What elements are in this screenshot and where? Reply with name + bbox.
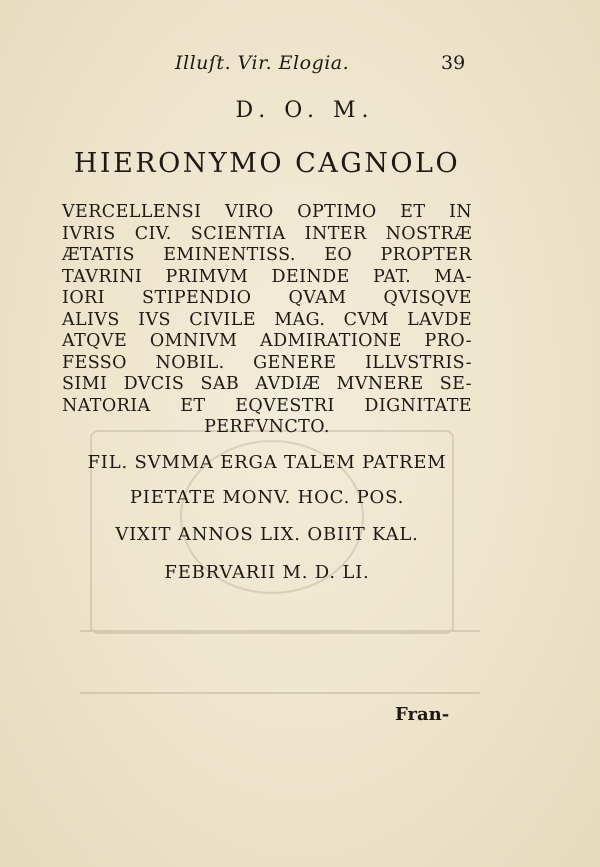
inscription-line: FESSO NOBIL. GENERE ILLVSTRIS- [62, 352, 472, 373]
show-through-caption-band [80, 630, 480, 694]
closing-line: PIETATE MONV. HOC. POS. [129, 487, 405, 508]
closing-line: FIL. SVMMA ERGA TALEM PATREM [87, 452, 447, 473]
inscription-line: PERFVNCTO. [204, 417, 330, 437]
inscription-line: ATQVE OMNIVM ADMIRATIONE PRO- [62, 331, 472, 351]
inscription-line: ÆTATIS EMINENTISS. EO PROPTER [62, 245, 472, 265]
page-number: 39 [441, 52, 466, 74]
closing-line: VIXIT ANNOS LIX. OBIIT KAL. [115, 524, 419, 545]
catchword: Fran- [395, 704, 450, 725]
running-title: Illuſt. Vir. Elogia. [175, 52, 350, 74]
inscription-line: IORI STIPENDIO QVAM QVISQVE [62, 288, 472, 308]
honoree-name: HIERONYMO CAGNOLO [73, 148, 461, 179]
inscription-line: NATORIA ET EQVESTRI DIGNITATE [62, 395, 472, 416]
dedication-heading: D. O. M. [235, 98, 375, 123]
inscription-line: VERCELLENSI VIRO OPTIMO ET IN [62, 202, 472, 222]
inscription-line: SIMI DVCIS SAB AVDIÆ MVNERE SE- [62, 374, 472, 394]
inscription-line: ALIVS IVS CIVILE MAG. CVM LAVDE [62, 309, 472, 330]
running-head [0, 52, 600, 82]
inscription-line: IVRIS CIV. SCIENTIA INTER NOSTRÆ [62, 223, 472, 244]
inscription-line: TAVRINI PRIMVM DEINDE PAT. MA- [62, 266, 472, 287]
inscription-body [62, 202, 472, 439]
closing-line: FEBRVARII M. D. LI. [164, 562, 370, 583]
